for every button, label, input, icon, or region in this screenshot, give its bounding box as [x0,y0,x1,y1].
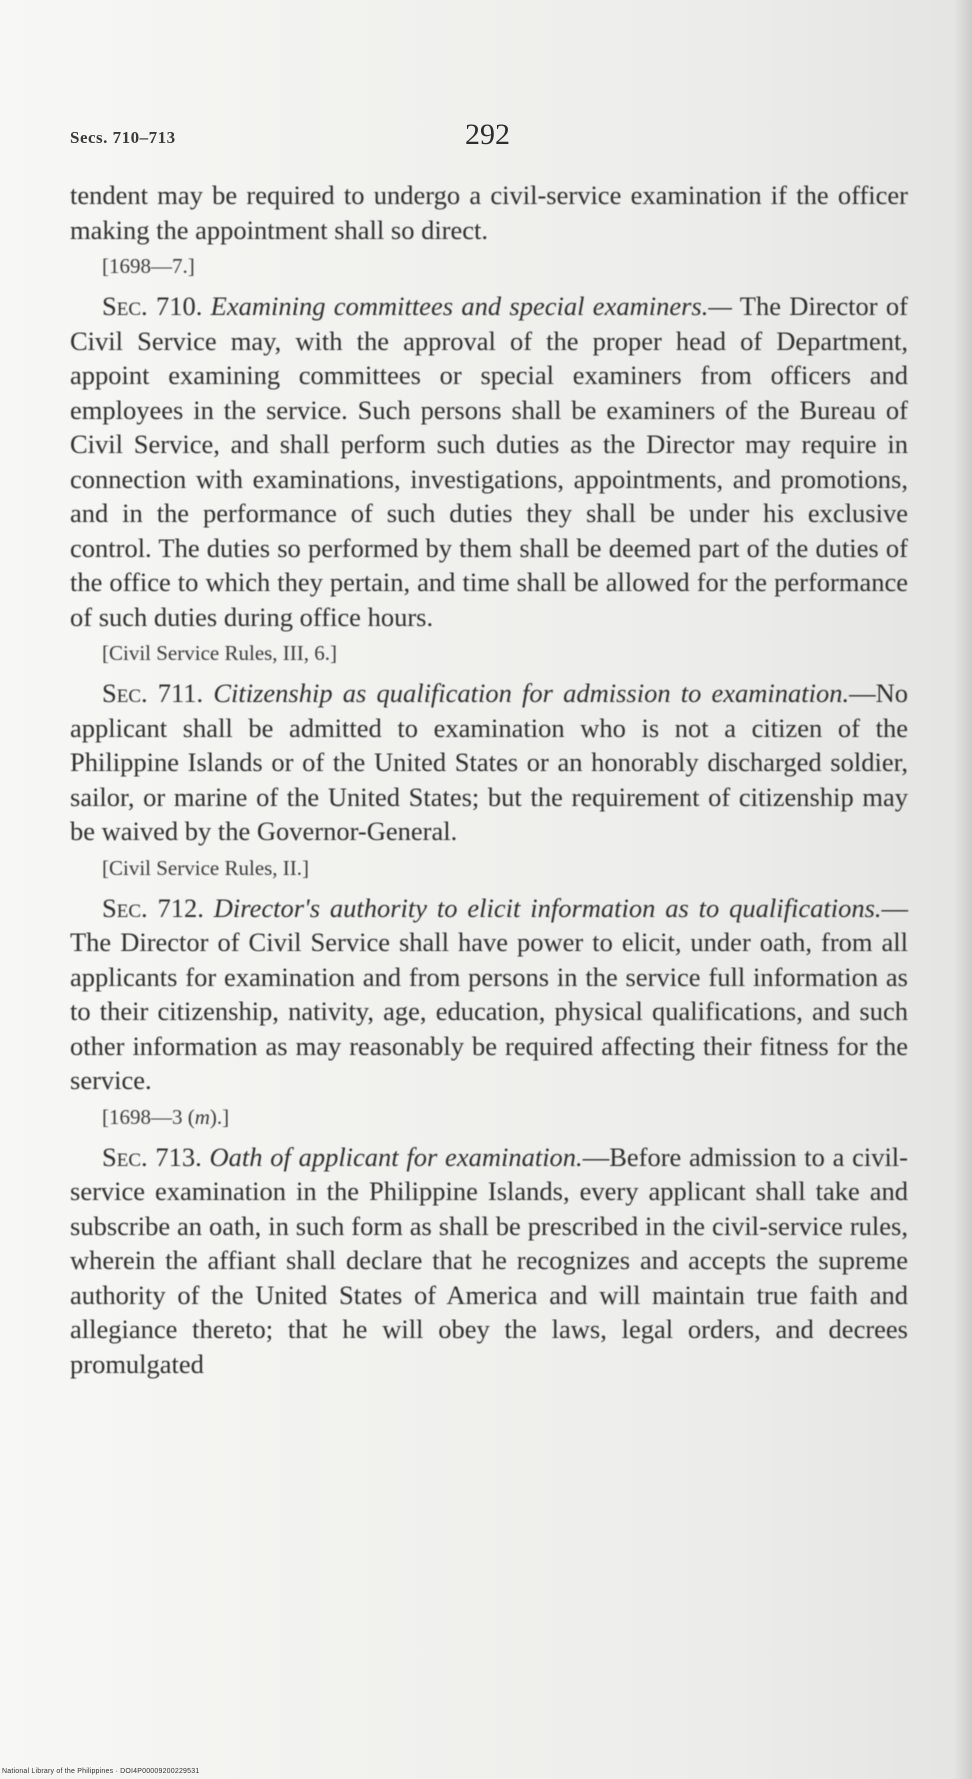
section-text: —The Director of Civil Service shall have power to elicit, under oath, from all applicants for examination and from persons in the service full information as to their citizenship, nativity, age, education, physical qualifications, and such other information as may reasonably be required affecting their fitness for the service. [70,892,909,1095]
section-label: Sec. 712. [102,892,204,923]
section-text: —Before admission to a civil-service examination in the Philippine Islands, every applicant shall take and subscribe an oath, in such form as shall be prescribed in the civil-service rules, wherein the affiant shall declare that he recognizes and accepts the supreme authority of the United States of America and will maintain true faith and allegiance thereto; that he will obey the laws, legal orders, and decrees promulgated [70,1141,908,1379]
section-label: Sec. 710. [102,291,203,321]
section-710 [70,289,908,634]
citation: [1698—7.] [102,254,195,278]
section-713 [70,1140,908,1382]
section-caption: Director's authority to elicit information as to qualifications. [213,892,882,923]
page-edge-shadow [954,0,972,1779]
running-head: Secs. 710–713 [70,128,176,147]
continued-paragraph: tendent may be required to undergo a civil-service examination if the officer making the appointment shall so direct. [70,180,908,245]
section-711 [70,676,908,849]
section-caption: Oath of applicant for examination. [209,1141,583,1172]
citation: [Civil Service Rules, III, 6.] [102,641,338,665]
citation-part: ).] [209,1104,230,1129]
section-text: —No applicant shall be admitted to examination who is not a citizen of the Philippine Islands or of the United States or an honorably discharged soldier, sailor, or marine of the United States; but the requirement of citizenship may be waived by the Governor-General. [70,678,909,846]
citation-part: [1698—3 ( [102,1104,195,1129]
section-caption: Citizenship as qualification for admission to examination. [213,678,850,708]
page-header [70,118,910,162]
section-text: The Director of Civil Service may, with the approval of the proper head of Department, appoint examining committees or special examiners from officers and employees in the service. Such persons shall be examiners of the Bureau of Civil Service, and shall perform such duties as the Director may require in connection with examinations, investigations, appointments, and promotions, and in the performance of such duties they shall be under his exclusive control. The duties so performed by them shall be deemed part of the duties of the office to which they pertain, and time shall be allowed for the performance of such duties during office hours. [70,291,908,632]
section-label: Sec. 711. [102,678,204,708]
citation-italic: m [194,1104,210,1129]
scan-credit: National Library of the Philippines · DOI4P00009200229531 [2,1768,200,1775]
page-number: 292 [465,118,510,151]
section-caption: Examining committees and special examiners.— [210,291,732,321]
section-712 [70,891,908,1098]
section-label: Sec. 713. [102,1141,202,1172]
citation [102,1100,908,1134]
page-body [70,178,908,1381]
citation: [Civil Service Rules, II.] [102,855,310,880]
